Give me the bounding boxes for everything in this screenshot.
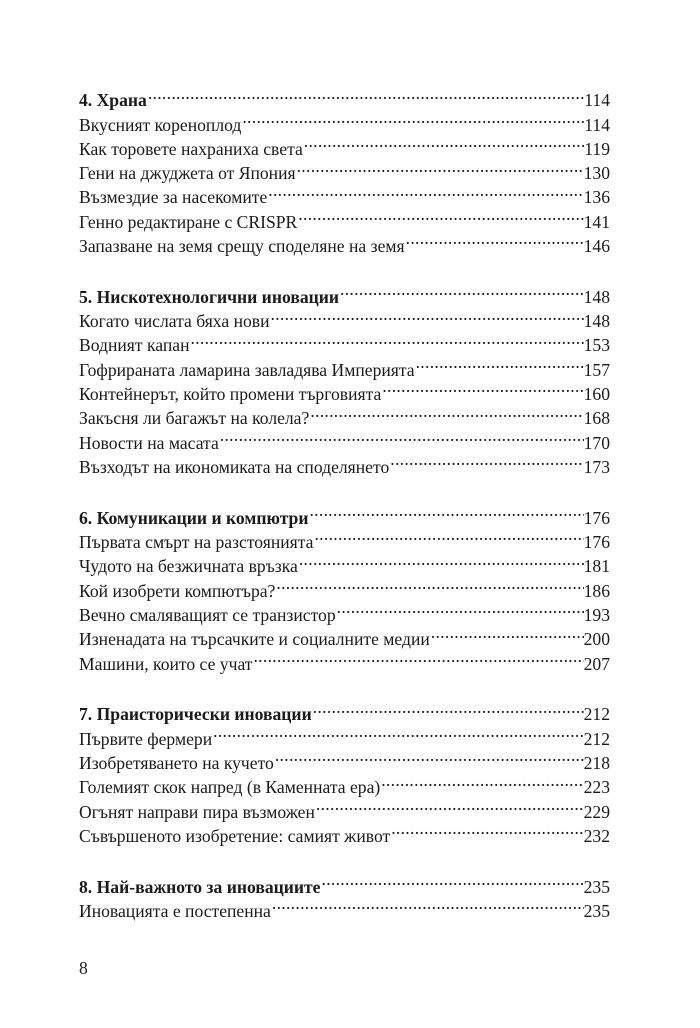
entry-title: Запазване на земя срещу споделяне на земя bbox=[79, 236, 405, 257]
entry-page-number: 193 bbox=[583, 604, 610, 625]
entry-page-number: 223 bbox=[583, 777, 610, 798]
dot-leader bbox=[415, 351, 584, 375]
chapter-title: 4. Храна bbox=[79, 90, 147, 111]
entry-title: Възходът на икономиката на споделянето bbox=[79, 456, 390, 477]
dot-leader bbox=[296, 155, 584, 179]
entry-title: Чудото на безжичната връзка bbox=[79, 556, 298, 577]
entry-title: Как торовете нахраниха света bbox=[79, 138, 303, 159]
chapter-title: 7. Праисторически иновации bbox=[79, 704, 312, 725]
dot-leader bbox=[271, 893, 584, 917]
entry-page-number: 229 bbox=[583, 801, 610, 822]
dot-leader bbox=[336, 597, 584, 621]
dot-leader bbox=[381, 376, 583, 400]
dot-leader bbox=[339, 279, 584, 303]
toc-chapter-row[interactable] bbox=[79, 499, 610, 528]
entry-page-number: 212 bbox=[583, 728, 610, 749]
dot-leader bbox=[308, 499, 583, 523]
dot-leader bbox=[312, 696, 584, 720]
dot-leader bbox=[390, 818, 583, 842]
chapter-page-number: 235 bbox=[583, 876, 610, 897]
entry-page-number: 186 bbox=[583, 580, 610, 601]
toc-section bbox=[79, 868, 610, 921]
chapter-page-number: 176 bbox=[583, 507, 610, 528]
dot-leader bbox=[405, 228, 584, 252]
entry-page-number: 200 bbox=[583, 629, 610, 650]
toc-entry-row[interactable] bbox=[79, 106, 610, 135]
entry-title: Гофрираната ламарина завладява Империята bbox=[79, 359, 415, 380]
entry-title: Кой изобрети компютъра? bbox=[79, 580, 276, 601]
entry-title: Вкусният кореноплод bbox=[79, 114, 242, 135]
dot-leader bbox=[212, 720, 583, 744]
toc-chapter-row[interactable] bbox=[79, 279, 610, 307]
entry-page-number: 232 bbox=[583, 825, 610, 846]
entry-title: Възмездие за насекомите bbox=[79, 187, 268, 208]
dot-leader bbox=[274, 745, 584, 769]
chapter-page-number: 148 bbox=[583, 286, 610, 307]
entry-page-number: 146 bbox=[583, 236, 610, 257]
entry-page-number: 114 bbox=[584, 114, 610, 135]
entry-page-number: 141 bbox=[583, 211, 610, 232]
entry-title: Когато числата бяха нови bbox=[79, 311, 270, 332]
entry-page-number: 181 bbox=[583, 556, 610, 577]
dot-leader bbox=[297, 203, 583, 227]
chapter-title: 5. Нискотехнологични иновации bbox=[79, 286, 340, 307]
entry-page-number: 207 bbox=[583, 653, 610, 674]
entry-title: Вечно смаляващият се транзистор bbox=[79, 604, 336, 625]
entry-title: Големият скок напред (в Каменната ера) bbox=[79, 777, 381, 798]
chapter-page-number: 114 bbox=[584, 90, 610, 111]
entry-page-number: 153 bbox=[583, 335, 610, 356]
entry-title: Гени на джуджета от Япония bbox=[79, 163, 296, 184]
toc-section bbox=[79, 279, 610, 477]
entry-title: Иновацията е постепенна bbox=[79, 900, 271, 921]
entry-title: Закъсня ли багажът на колела? bbox=[79, 408, 310, 429]
entry-page-number: 218 bbox=[583, 752, 610, 773]
chapter-page-number: 212 bbox=[583, 704, 610, 725]
toc-section bbox=[79, 82, 610, 257]
dot-leader bbox=[270, 303, 584, 327]
dot-leader bbox=[430, 621, 584, 645]
entry-page-number: 130 bbox=[583, 163, 610, 184]
entry-page-number: 148 bbox=[583, 311, 610, 332]
toc-section bbox=[79, 696, 610, 846]
entry-page-number: 173 bbox=[583, 456, 610, 477]
dot-leader bbox=[380, 769, 583, 793]
dot-leader bbox=[298, 548, 584, 572]
dot-leader bbox=[219, 424, 584, 448]
chapter-title: 8. Най-важното за иновациите bbox=[79, 876, 321, 897]
entry-page-number: 168 bbox=[583, 408, 610, 429]
dot-leader bbox=[389, 449, 583, 473]
entry-page-number: 157 bbox=[583, 359, 610, 380]
dot-leader bbox=[267, 179, 583, 203]
dot-leader bbox=[315, 793, 584, 817]
chapter-title: 6. Комуникации и компютри bbox=[79, 507, 309, 528]
dot-leader bbox=[303, 131, 584, 155]
dot-leader bbox=[252, 645, 583, 669]
entry-page-number: 119 bbox=[584, 138, 610, 159]
entry-title: Машини, които се учат bbox=[79, 653, 253, 674]
entry-title: Първата смърт на разстоянията bbox=[79, 532, 314, 553]
entry-title: Изненадата на търсачките и социалните медии bbox=[79, 629, 430, 650]
entry-title: Съвършеното изобретение: самият живот bbox=[79, 825, 391, 846]
dot-leader bbox=[321, 868, 584, 892]
entry-title: Първите фермери bbox=[79, 728, 213, 749]
entry-title: Огънят направи пира възможен bbox=[79, 801, 315, 822]
dot-leader bbox=[313, 524, 583, 548]
page-number-footer: 8 bbox=[79, 958, 88, 978]
toc-chapter-row[interactable] bbox=[79, 82, 610, 111]
toc-chapter-row[interactable] bbox=[79, 868, 610, 897]
entry-page-number: 136 bbox=[583, 187, 610, 208]
dot-leader bbox=[147, 82, 584, 106]
entry-page-number: 160 bbox=[583, 384, 610, 405]
entry-title: Новости на масата bbox=[79, 432, 219, 453]
entry-title: Изобретяването на кучето bbox=[79, 752, 274, 773]
entry-page-number: 176 bbox=[583, 532, 610, 553]
table-of-contents bbox=[79, 82, 610, 943]
entry-title: Водният капан bbox=[79, 335, 190, 356]
entry-page-number: 235 bbox=[583, 900, 610, 921]
toc-chapter-row[interactable] bbox=[79, 696, 610, 725]
dot-leader bbox=[190, 327, 584, 351]
entry-page-number: 170 bbox=[583, 432, 610, 453]
entry-title: Генно редактиране с CRISPR bbox=[79, 211, 298, 232]
dot-leader bbox=[309, 400, 583, 424]
toc-section bbox=[79, 499, 610, 674]
entry-title: Контейнерът, който промени търговията bbox=[79, 384, 382, 405]
dot-leader bbox=[275, 572, 583, 596]
dot-leader bbox=[241, 106, 584, 130]
